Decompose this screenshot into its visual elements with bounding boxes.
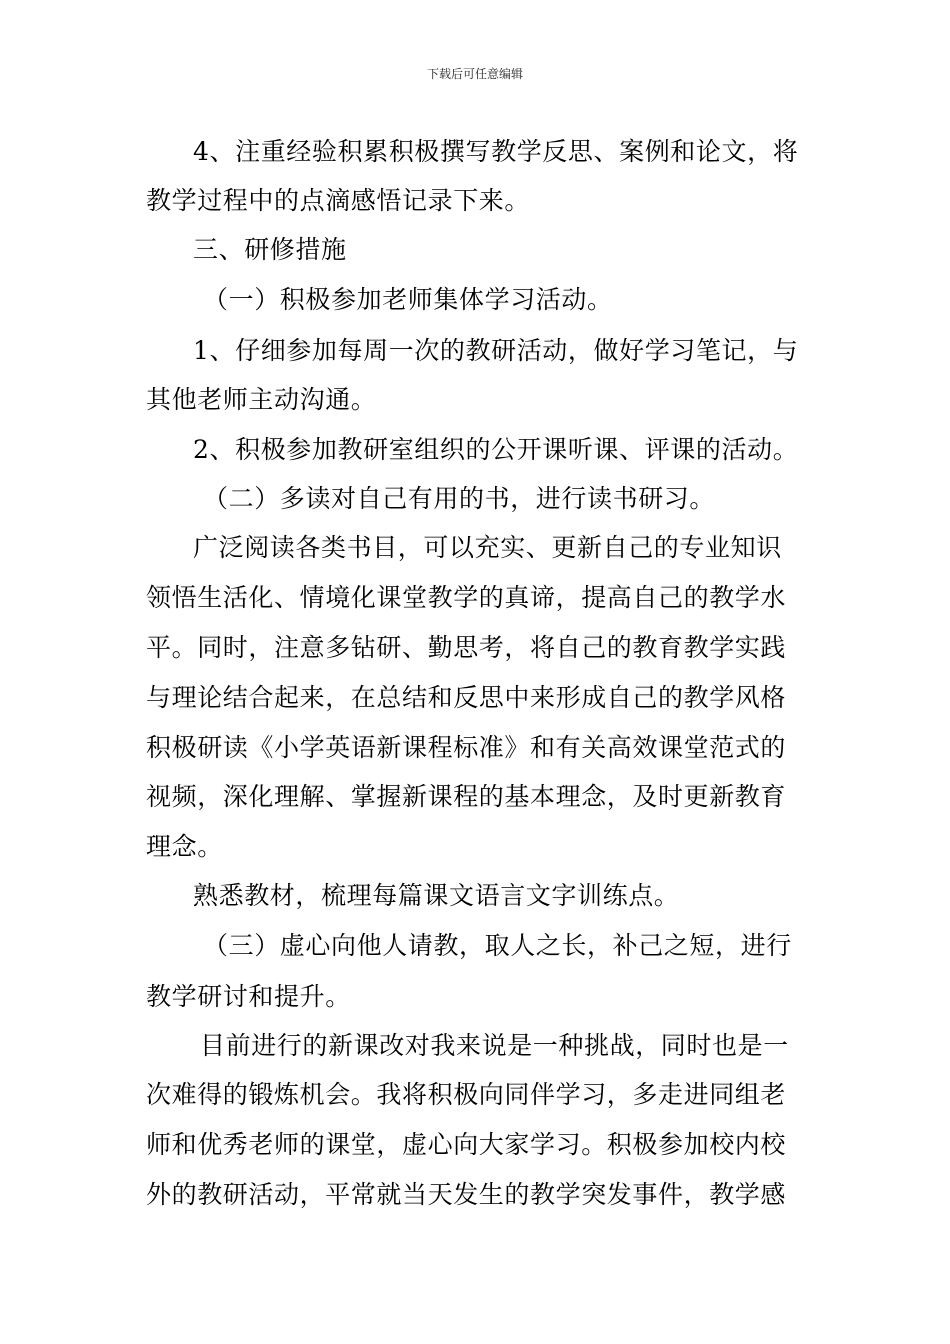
subsection-heading: （二）多读对自己有用的书，进行读书研习。 (203, 484, 716, 513)
text-line: 教学研讨和提升。 (146, 982, 351, 1011)
subsection-heading: （一）积极参加老师集体学习活动。 (203, 285, 613, 314)
text-line: 平。同时，注意多钻研、勤思考，将自己的教育教学实践 (146, 633, 787, 662)
text-line: 目前进行的新课改对我来说是一种挑战，同时也是一 (200, 1031, 789, 1060)
text-line: 理念。 (146, 832, 223, 861)
text-line: 广泛阅读各类书目，可以充实、更新自己的专业知识 (193, 533, 782, 562)
text-line: 熟悉教材，梳理每篇课文语言文字训练点。 (193, 881, 680, 910)
text-line: 领悟生活化、情境化课堂教学的真谛，提高自己的教学水 (146, 583, 787, 612)
text-line: 2、积极参加教研室组织的公开课听课、评课的活动。 (193, 435, 799, 464)
section-heading: 三、研修措施 (193, 235, 347, 264)
text-line: 师和优秀老师的课堂，虚心向大家学习。积极参加校内校 (146, 1130, 787, 1159)
text-line: 教学过程中的点滴感悟记录下来。 (146, 186, 531, 215)
text-line: 积极研读《小学英语新课程标准》和有关高效课堂范式的 (146, 733, 787, 762)
text-line: 其他老师主动沟通。 (146, 385, 377, 414)
text-line: 次难得的锻炼机会。我将积极向同伴学习，多走进同组老 (146, 1080, 787, 1109)
subsection-heading: （三）虚心向他人请教，取人之长，补己之短，进行 (203, 931, 792, 960)
text-line: 1、仔细参加每周一次的教研活动，做好学习笔记，与 (193, 336, 799, 365)
text-line: 外的教研活动，平常就当天发生的教学突发事件，教学感 (146, 1180, 787, 1209)
text-line: 视频，深化理解、掌握新课程的基本理念，及时更新教育 (146, 782, 787, 811)
text-line: 4、注重经验积累积极撰写教学反思、案例和论文，将 (193, 137, 799, 166)
page-header-note: 下载后可任意编辑 (426, 67, 523, 81)
text-line: 与理论结合起来，在总结和反思中来形成自己的教学风格 (146, 683, 787, 712)
